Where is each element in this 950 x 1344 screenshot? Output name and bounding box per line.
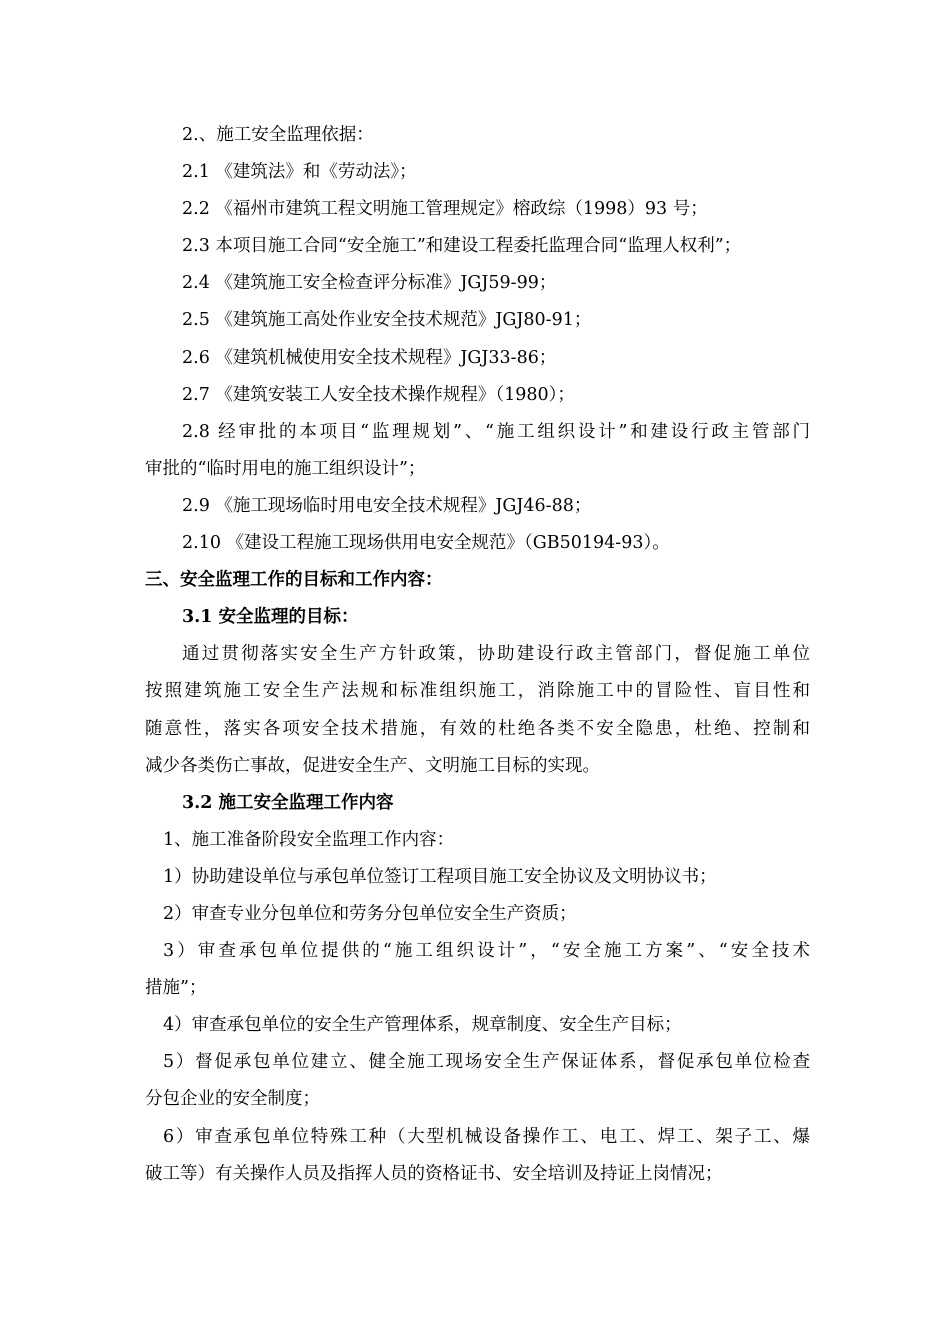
paragraph-line: 2.10 《建设工程施工现场供用电安全规范》（GB50194-93）。 <box>182 533 670 554</box>
paragraph-line: 随意性，落实各项安全技术措施，有效的杜绝各类不安全隐患，杜绝、控制和 <box>145 718 810 739</box>
paragraph-line: 措施”； <box>145 978 207 999</box>
paragraph-line: 2.7 《建筑安装工人安全技术操作规程》（1980）； <box>182 384 575 405</box>
section-heading-line: 3.1 安全监理的目标： <box>182 607 359 628</box>
paragraph-line: 分包企业的安全制度； <box>145 1089 320 1110</box>
paragraph-line: 2.1 《建筑法》和《劳动法》； <box>182 162 417 183</box>
paragraph-line: 2.2 《福州市建筑工程文明施工管理规定》榕政综（1998）93 号； <box>182 199 708 220</box>
paragraph-line: 2.5 《建筑施工高处作业安全技术规范》JGJ80-91； <box>182 310 592 331</box>
paragraph-line: 2.9 《施工现场临时用电安全技术规程》JGJ46-88； <box>182 495 592 516</box>
paragraph-line: 2.4 《建筑施工安全检查评分标准》JGJ59-99； <box>182 273 557 294</box>
section-heading-line: 3.2 施工安全监理工作内容 <box>182 792 394 813</box>
paragraph-line: 4）审查承包单位的安全生产管理体系，规章制度、安全生产目标； <box>163 1015 682 1036</box>
paragraph-line: 破工等）有关操作人员及指挥人员的资格证书、安全培训及持证上岗情况； <box>145 1163 723 1184</box>
section-heading-line: 三、安全监理工作的目标和工作内容： <box>145 570 443 591</box>
paragraph-line: 减少各类伤亡事故，促进安全生产、文明施工目标的实现。 <box>145 755 600 776</box>
paragraph-line: 6）审查承包单位特殊工种（大型机械设备操作工、电工、焊工、架子工、爆 <box>163 1126 810 1147</box>
paragraph-line: 通过贯彻落实安全生产方针政策，协助建设行政主管部门，督促施工单位 <box>182 644 810 665</box>
paragraph-line: 按照建筑施工安全生产法规和标准组织施工，消除施工中的冒险性、盲目性和 <box>145 681 810 702</box>
paragraph-line: 审批的“临时用电的施工组织设计”； <box>145 458 426 479</box>
paragraph-line: 2.3 本项目施工合同“安全施工”和建设工程委托监理合同“监理人权利”； <box>182 236 742 257</box>
paragraph-line: 2.6 《建筑机械使用安全技术规程》JGJ33-86； <box>182 347 557 368</box>
paragraph-line: 5）督促承包单位建立、健全施工现场安全生产保证体系，督促承包单位检查 <box>163 1052 810 1073</box>
document-body <box>145 117 810 1193</box>
paragraph-line: 1）协助建设单位与承包单位签订工程项目施工安全协议及文明协议书； <box>163 866 717 887</box>
paragraph-line: 3）审查承包单位提供的“施工组织设计”，“安全施工方案”、“安全技术 <box>163 941 810 962</box>
paragraph-line: 1、施工准备阶段安全监理工作内容： <box>163 829 455 850</box>
paragraph-line: 2.、施工安全监理依据： <box>182 125 374 145</box>
paragraph-line: 2）审查专业分包单位和劳务分包单位安全生产资质； <box>163 903 577 924</box>
paragraph-line: 2.8 经审批的本项目“监理规划”、“施工组织设计”和建设行政主管部门 <box>182 421 810 442</box>
